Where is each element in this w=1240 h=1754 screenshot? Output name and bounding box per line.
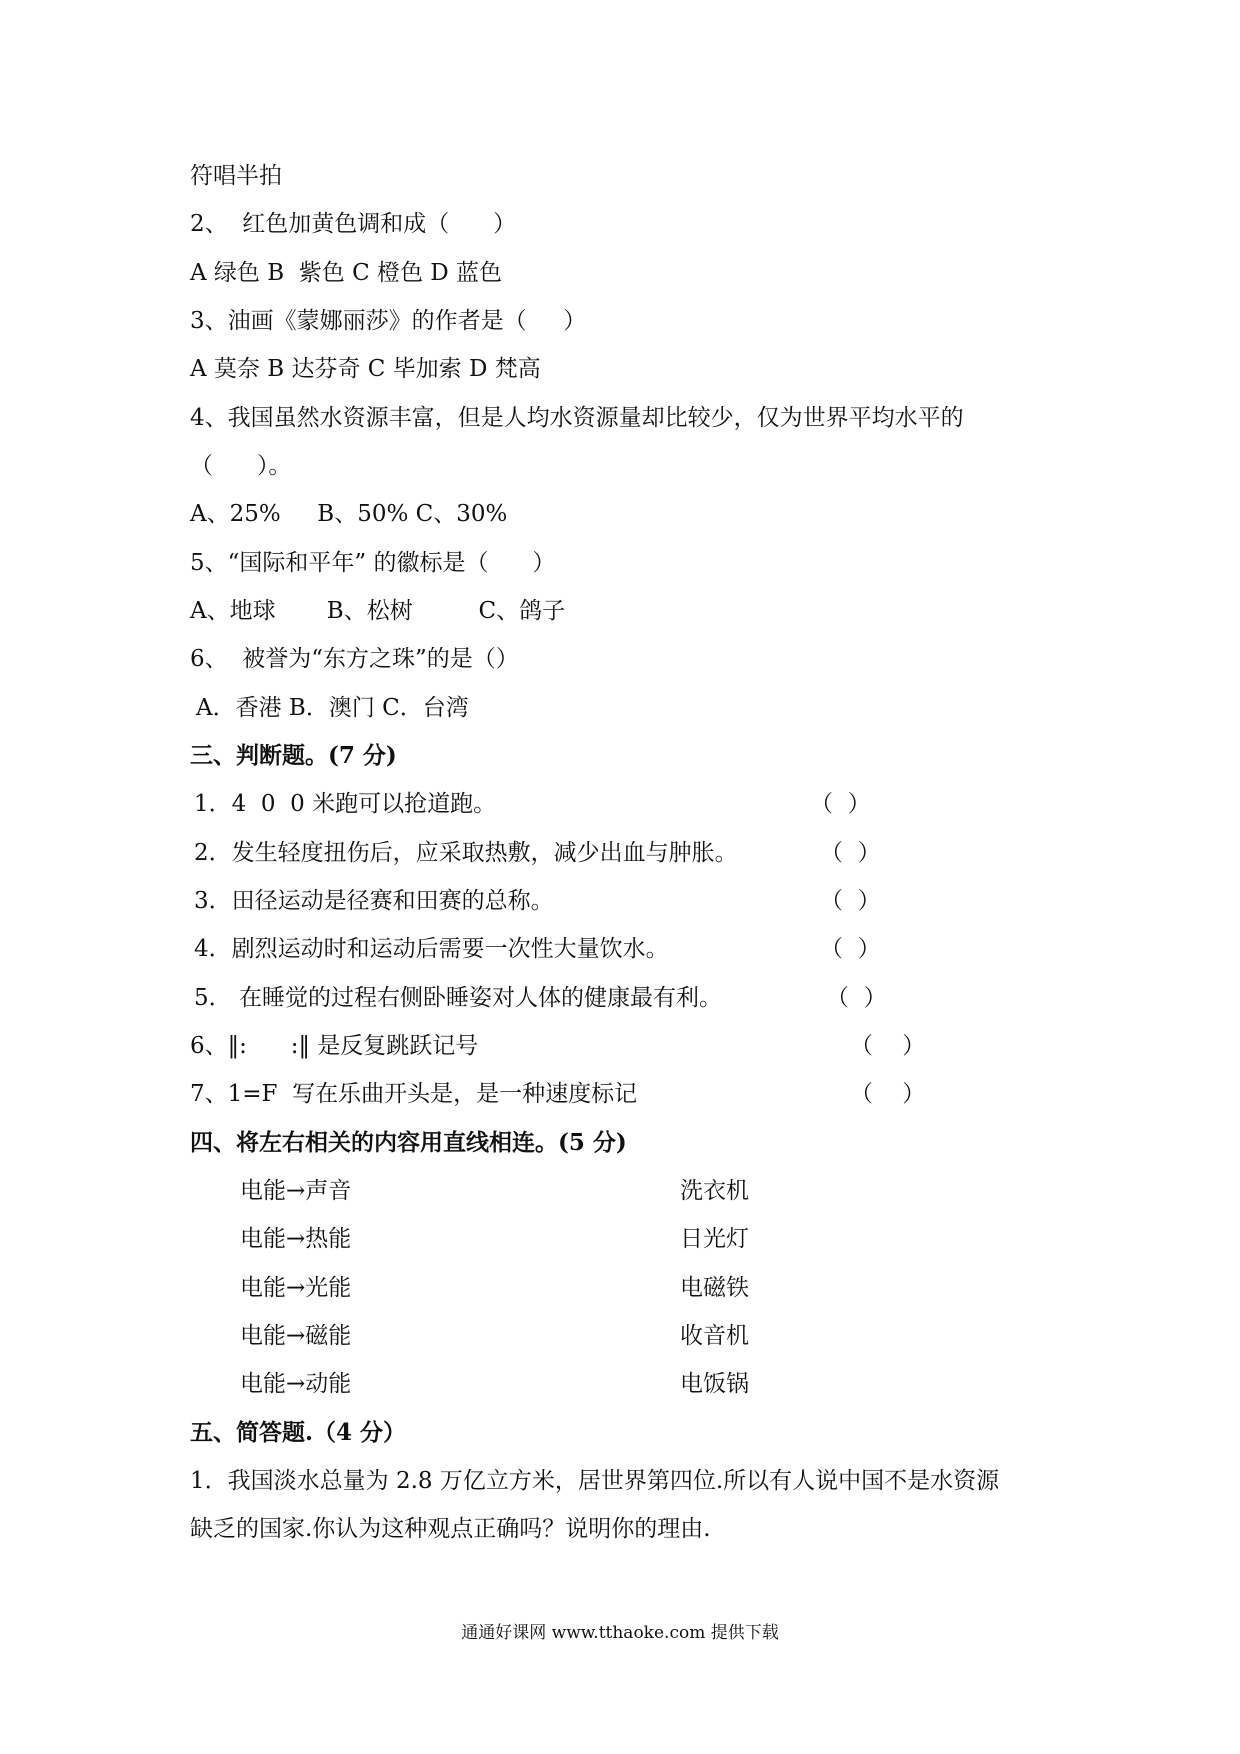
continuation-text: 符唱半拍 [190,163,282,189]
footer-watermark: 通通好课网 www.tthaoke.com 提供下载 [461,1623,779,1643]
question-5-options: A、地球 B、松树 C、鸽子 [190,598,566,624]
match-left-1: 电能→声音 [240,1178,352,1204]
question-6-options: A．香港 B．澳门 C．台湾 [196,695,469,721]
section-4-title: 四、将左右相关的内容用直线相连。(5 分) [190,1129,627,1156]
judge-item-1: 1．4 0 0 米跑可以抢道跑。 [194,791,497,817]
question-3-options: A 莫奈 B 达芬奇 C 毕加索 D 梵高 [190,356,541,382]
question-4: 4、我国虽然水资源丰富，但是人均水资源量却比较少，仅为世界平均水平的 [190,405,964,431]
question-4-blank: （ ）。 [190,453,292,479]
judge-mark-4: （ ） [820,936,881,962]
judge-mark-7: （ ） [850,1081,926,1107]
match-right-1: 洗衣机 [680,1178,749,1204]
question-5: 5、“国际和平年” 的徽标是（ ） [190,550,556,576]
match-right-5: 电饭锅 [680,1371,749,1397]
question-3: 3、油画《蒙娜丽莎》的作者是（ ） [190,308,587,334]
match-left-4: 电能→磁能 [240,1323,352,1349]
section-5-title: 五、简答题.（4 分） [190,1419,407,1446]
question-6: 6、 被誉为“东方之珠”的是（） [190,646,519,672]
section-3-title: 三、判断题。(7 分) [190,742,397,769]
judge-mark-2: （ ） [820,840,881,866]
match-right-2: 日光灯 [680,1226,749,1252]
judge-item-5: 5． 在睡觉的过程右侧卧睡姿对人体的健康最有利。 [194,985,722,1011]
judge-item-6: 6、‖: :‖ 是反复跳跃记号 [190,1033,479,1059]
match-left-5: 电能→动能 [240,1371,352,1397]
judge-item-4: 4．剧烈运动时和运动后需要一次性大量饮水。 [194,936,669,962]
judge-mark-1: （ ） [810,791,871,817]
judge-item-2: 2．发生轻度扭伤后，应采取热敷，减少出血与肿胀。 [194,840,738,866]
judge-item-3: 3．田径运动是径赛和田赛的总称。 [194,888,554,914]
match-left-2: 电能→热能 [240,1226,352,1252]
match-left-3: 电能→光能 [240,1275,352,1301]
short-answer-line-2: 缺乏的国家.你认为这种观点正确吗？说明你的理由. [190,1516,711,1542]
question-2: 2、 红色加黄色调和成（ ） [190,211,517,237]
match-right-3: 电磁铁 [680,1275,749,1301]
judge-item-7: 7、1=F 写在乐曲开头是，是一种速度标记 [190,1081,638,1107]
judge-mark-3: （ ） [820,888,881,914]
short-answer-line-1: 1．我国淡水总量为 2.8 万亿立方米，居世界第四位.所以有人说中国不是水资源 [190,1468,1000,1494]
match-right-4: 收音机 [680,1323,749,1349]
question-4-options: A、25% B、50% C、30% [190,501,508,527]
judge-mark-6: （ ） [850,1033,926,1059]
question-2-options: A 绿色 B 紫色 C 橙色 D 蓝色 [190,260,503,286]
judge-mark-5: （ ） [826,985,887,1011]
